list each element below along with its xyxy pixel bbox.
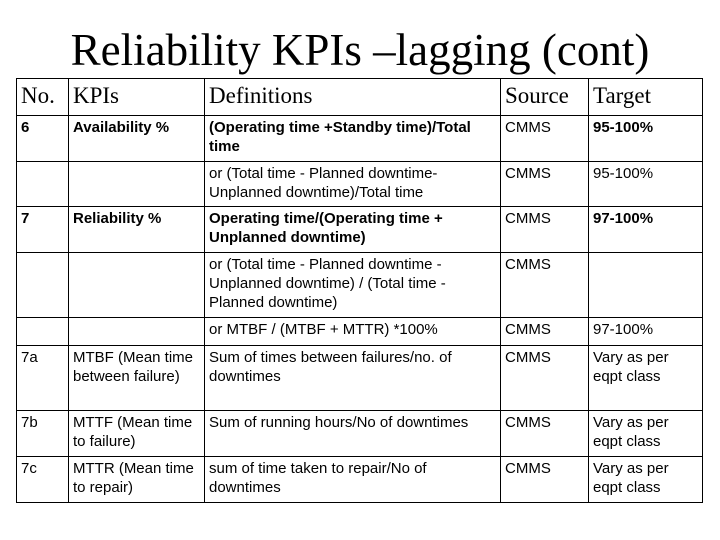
cell-target: 95-100% xyxy=(589,162,703,207)
cell-definition: sum of time taken to repair/No of downtimes xyxy=(205,457,501,503)
cell-definition: Sum of times between failures/no. of downtimes xyxy=(205,346,501,411)
cell-source: CMMS xyxy=(501,457,589,503)
cell-no: 7c xyxy=(17,457,69,503)
cell-definition: or (Total time - Planned downtime - Unplanned downtime) / (Total time - Planned downtime) xyxy=(205,253,501,318)
cell-definition: (Operating time +Standby time)/Total time xyxy=(205,116,501,162)
cell-target: Vary as per eqpt class xyxy=(589,457,703,503)
table-row xyxy=(17,116,703,162)
table-row xyxy=(17,318,703,346)
cell-source: CMMS xyxy=(501,162,589,207)
cell-kpi xyxy=(69,162,205,207)
header-row xyxy=(17,79,703,116)
cell-no xyxy=(17,253,69,318)
header-no: No. xyxy=(17,79,69,116)
cell-target: 95-100% xyxy=(589,116,703,162)
cell-source: CMMS xyxy=(501,253,589,318)
header-target: Target xyxy=(589,79,703,116)
cell-no xyxy=(17,318,69,346)
table-row xyxy=(17,207,703,253)
cell-source: CMMS xyxy=(501,346,589,411)
cell-no: 6 xyxy=(17,116,69,162)
cell-kpi xyxy=(69,318,205,346)
cell-kpi: MTBF (Mean time between failure) xyxy=(69,346,205,411)
cell-target: Vary as per eqpt class xyxy=(589,411,703,457)
cell-target: Vary as per eqpt class xyxy=(589,346,703,411)
cell-definition: or MTBF / (MTBF + MTTR) *100% xyxy=(205,318,501,346)
cell-source: CMMS xyxy=(501,116,589,162)
cell-definition: or (Total time - Planned downtime- Unplanned downtime)/Total time xyxy=(205,162,501,207)
cell-no: 7b xyxy=(17,411,69,457)
header-definitions: Definitions xyxy=(205,79,501,116)
header-kpis: KPIs xyxy=(69,79,205,116)
table-row xyxy=(17,411,703,457)
table-row xyxy=(17,346,703,411)
kpi-table xyxy=(16,78,703,503)
cell-target xyxy=(589,253,703,318)
table-row xyxy=(17,162,703,207)
cell-no: 7 xyxy=(17,207,69,253)
cell-kpi: MTTR (Mean time to repair) xyxy=(69,457,205,503)
table-row xyxy=(17,457,703,503)
slide-title: Reliability KPIs –lagging (cont) xyxy=(70,25,650,75)
cell-target: 97-100% xyxy=(589,318,703,346)
cell-kpi: Reliability % xyxy=(69,207,205,253)
cell-kpi: Availability % xyxy=(69,116,205,162)
cell-definition: Operating time/(Operating time + Unplanned downtime) xyxy=(205,207,501,253)
cell-no: 7a xyxy=(17,346,69,411)
cell-kpi xyxy=(69,253,205,318)
cell-kpi: MTTF (Mean time to failure) xyxy=(69,411,205,457)
cell-source: CMMS xyxy=(501,411,589,457)
table-row xyxy=(17,253,703,318)
cell-source: CMMS xyxy=(501,318,589,346)
cell-no xyxy=(17,162,69,207)
cell-target: 97-100% xyxy=(589,207,703,253)
header-source: Source xyxy=(501,79,589,116)
cell-definition: Sum of running hours/No of downtimes xyxy=(205,411,501,457)
cell-source: CMMS xyxy=(501,207,589,253)
